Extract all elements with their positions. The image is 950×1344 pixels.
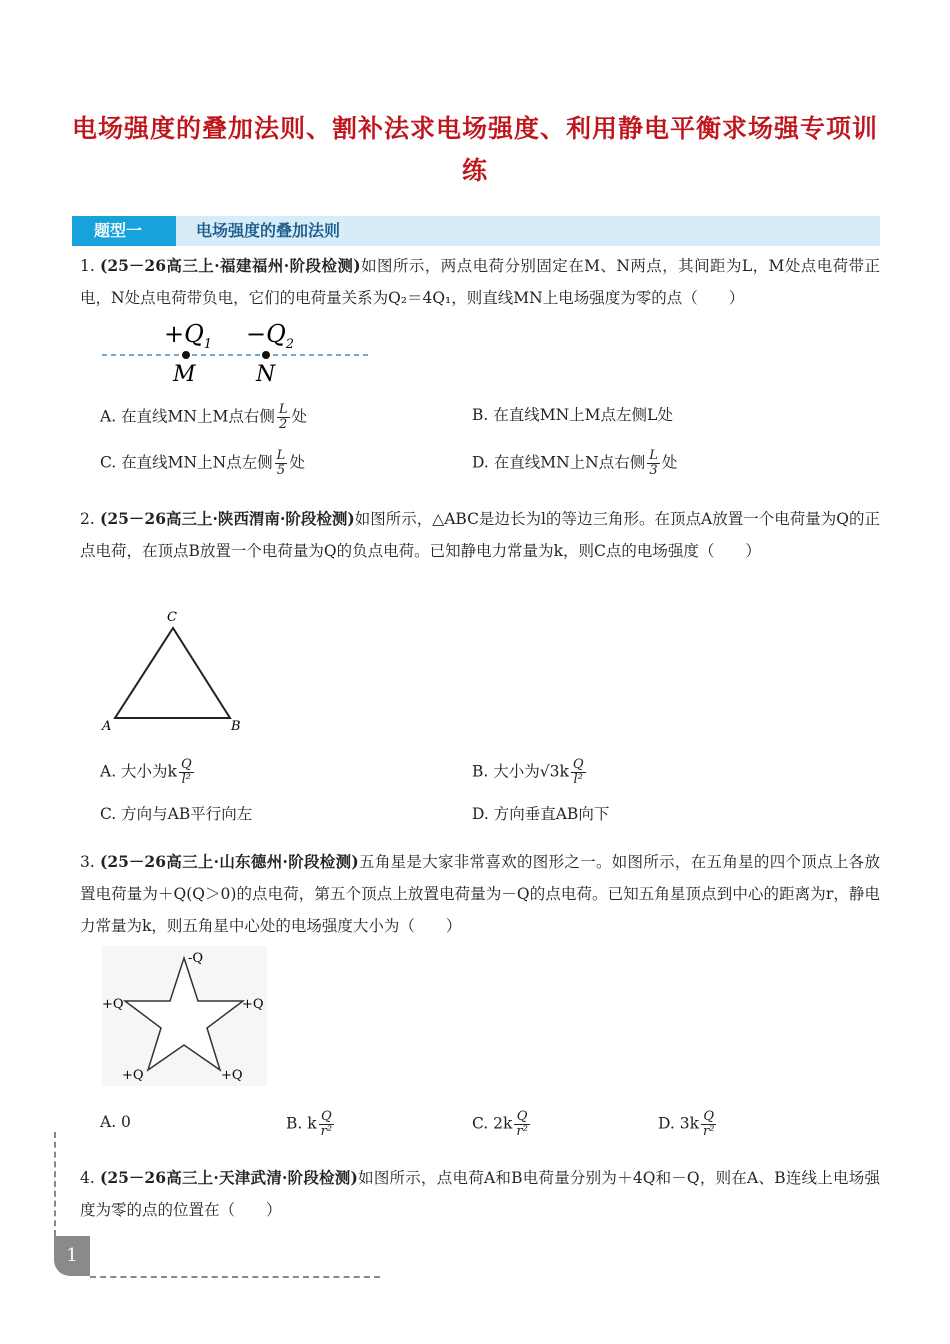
charge-m-dot — [182, 351, 190, 359]
q2-option-b[interactable]: B. 大小为√3k $\frac{Q}{\text{l²}}$ — [472, 757, 584, 787]
label-c: C — [167, 610, 177, 625]
label-n: N — [256, 362, 276, 387]
page-title: 电场强度的叠加法则、割补法求电场强度、利用静电平衡求场强专项训练 — [71, 114, 878, 185]
question-text: 如图所示，点电荷A和B电荷量分别为＋4Q和－Q，则在A、B连线上电场强度为零的点的位置在（ ） — [80, 1169, 880, 1219]
question-1 — [80, 250, 880, 314]
q1-option-b[interactable]: B. 在直线MN上M点左侧L处 — [472, 406, 673, 424]
label-a: A — [102, 719, 112, 734]
question-number: 2. — [80, 510, 95, 528]
q3-option-a[interactable]: A. 0 — [100, 1113, 131, 1131]
label-q1: $+Q_1$ — [164, 320, 213, 352]
label-right: +Q — [242, 997, 264, 1012]
figure-two-charges — [100, 318, 380, 388]
question-4 — [80, 1162, 880, 1226]
q2-option-d[interactable]: D. 方向垂直AB向下 — [472, 805, 610, 823]
label-m: M — [173, 362, 196, 387]
label-bottom-right: +Q — [221, 1068, 243, 1083]
section-title: 电场强度的叠加法则 — [196, 221, 341, 240]
section-header-bar — [72, 216, 880, 246]
page-number: 1 — [54, 1236, 90, 1276]
question-number: 1. — [80, 257, 95, 275]
question-source: (25－26高三上·福建福州·阶段检测) — [100, 256, 361, 275]
question-3 — [80, 846, 880, 942]
label-q2: $-Q_2$ — [246, 320, 295, 352]
charge-n-dot — [262, 351, 270, 359]
question-number: 3. — [80, 853, 95, 871]
footer-dashed-vertical — [54, 1132, 56, 1236]
q3-option-c[interactable]: C. 2k $\frac{Q}{\text{r²}}$ — [472, 1109, 528, 1139]
question-source: (25－26高三上·天津武清·阶段检测) — [100, 1168, 358, 1187]
footer-dashed-horizontal — [90, 1276, 380, 1278]
q2-option-a[interactable]: A. 大小为k $\frac{Q}{\text{l²}}$ — [100, 757, 192, 787]
q1-option-a[interactable]: A. 在直线MN上M点右侧 $\frac{L}{2}$ 处 — [100, 402, 308, 432]
label-top: -Q — [188, 951, 204, 966]
q3-option-d[interactable]: D. 3k $\frac{Q}{\text{r²}}$ — [658, 1109, 715, 1139]
section-tag: 题型一 — [72, 216, 176, 246]
question-number: 4. — [80, 1169, 95, 1187]
question-source: (25－26高三上·山东德州·阶段检测) — [100, 852, 359, 871]
figure-star — [102, 946, 267, 1086]
q3-option-b[interactable]: B. k $\frac{Q}{\text{r²}}$ — [286, 1109, 333, 1139]
q2-option-c[interactable]: C. 方向与AB平行向左 — [100, 805, 253, 823]
question-source: (25－26高三上·陕西渭南·阶段检测) — [100, 509, 355, 528]
q1-option-c[interactable]: C. 在直线MN上N点左侧 $\frac{L}{5}$ 处 — [100, 448, 305, 478]
q1-option-d[interactable]: D. 在直线MN上N点右侧 $\frac{L}{3}$ 处 — [472, 448, 678, 478]
label-bottom-left: +Q — [122, 1068, 144, 1083]
label-b: B — [231, 719, 241, 734]
question-2 — [80, 503, 880, 567]
figure-triangle — [100, 606, 250, 736]
question-text: 如图所示，△ABC是边长为l的等边三角形。在顶点A放置一个电荷量为Q的正点电荷，在顶点B放置一个电荷量为Q的负点电荷。已知静电力常量为k，则C点的电场强度（ ） — [80, 510, 880, 560]
triangle-abc — [115, 628, 230, 718]
label-left: +Q — [102, 997, 124, 1012]
question-text: 如图所示，两点电荷分别固定在M、N两点，其间距为L，M处点电荷带正电，N处点电荷带负电，它们的电荷量关系为Q₂＝4Q₁，则直线MN上电场强度为零的点（ ） — [80, 257, 880, 307]
question-text: 五角星是大家非常喜欢的图形之一。如图所示，在五角星的四个顶点上各放置电荷量为＋Q(Q＞0)的点电荷，第五个顶点上放置电荷量为－Q的点电荷。已知五角星顶点到中心的距离为r，静电力常量为k，则五角星中心处的电场强度大小为（ ） — [80, 853, 880, 935]
